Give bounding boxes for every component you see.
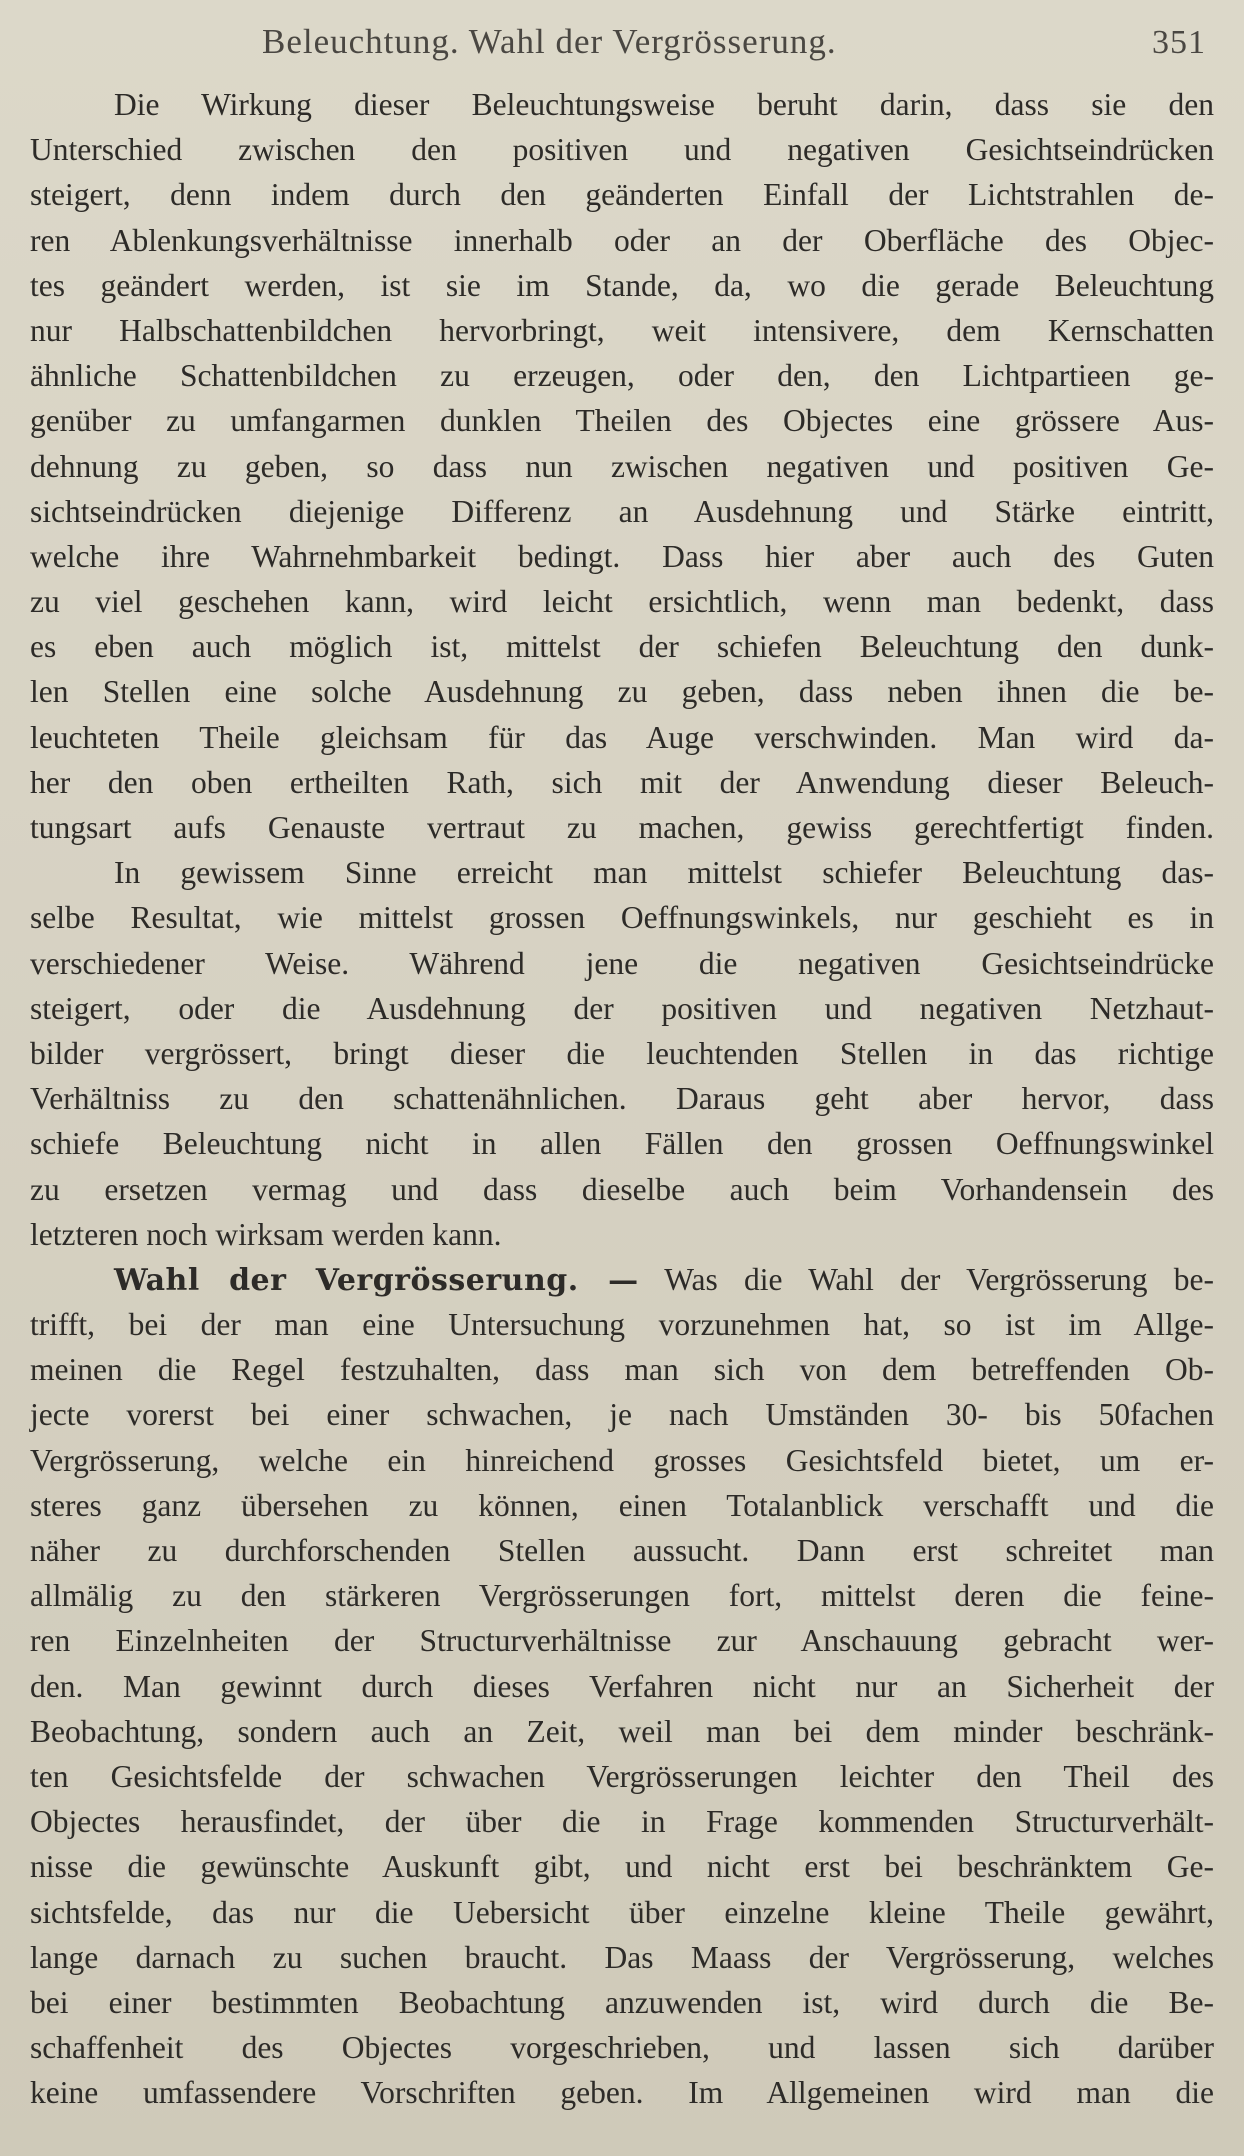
text-line: verschiedener Weise. Während jene die negativen Gesichtseindrücke <box>30 945 1214 981</box>
text-line: genüber zu umfangarmen dunklen Theilen des Objectes eine grössere Aus- <box>30 403 1214 439</box>
text-line: meinen die Regel festzuhalten, dass man sich von dem betreffenden Ob- <box>30 1352 1214 1388</box>
text-line: steres ganz übersehen zu können, einen Totalanblick verschafft und die <box>30 1487 1214 1523</box>
text-line: zu ersetzen vermag und dass dieselbe auch beim Vorhandensein des <box>30 1171 1214 1207</box>
text-line: In gewissem Sinne erreicht man mittelst schiefer Beleuchtung das- <box>114 855 1214 891</box>
paragraph-2 <box>30 850 1214 1257</box>
text-line: es eben auch möglich ist, mittelst der schiefen Beleuchtung den dunk- <box>30 629 1214 665</box>
text-line: nur Halbschattenbildchen hervorbringt, weit intensivere, dem Kernschatten <box>30 312 1214 348</box>
text-line: ähnliche Schattenbildchen zu erzeugen, oder den, den Lichtpartieen ge- <box>30 358 1214 394</box>
text-line: Die Wirkung dieser Beleuchtungsweise beruht darin, dass sie den <box>114 87 1214 122</box>
text-line: schiefe Beleuchtung nicht in allen Fällen den grossen Oeffnungswinkel <box>30 1126 1214 1162</box>
text-line: keine umfassendere Vorschriften geben. Im Allgemeinen wird man die <box>30 2075 1214 2111</box>
text-line: Beobachtung, sondern auch an Zeit, weil man bei dem minder beschränk- <box>30 1713 1214 1749</box>
text-line: Objectes herausfindet, der über die in Frage kommenden Structurverhält- <box>30 1804 1214 1840</box>
section-wahl-der-vergroesserung <box>30 1257 1214 2116</box>
text-line: letzteren noch wirksam werden kann. <box>30 1216 502 1252</box>
text-line: leuchteten Theile gleichsam für das Auge verschwinden. Man wird da- <box>30 719 1214 755</box>
text-line: dehnung zu geben, so dass nun zwischen negativen und positiven Ge- <box>30 448 1214 484</box>
text-line: Vergrösserung, welche ein hinreichend grosses Gesichtsfeld bietet, um er- <box>30 1442 1214 1478</box>
text-line: tungsart aufs Genauste vertraut zu machen, gewiss gerechtfertigt finden. <box>30 810 1214 845</box>
text-line: ten Gesichtsfelde der schwachen Vergrösserungen leichter den Theil des <box>30 1758 1214 1794</box>
text-line: schaffenheit des Objectes vorgeschrieben, und lassen sich darüber <box>30 2030 1214 2066</box>
text-line: den. Man gewinnt durch dieses Verfahren nicht nur an Sicherheit der <box>30 1668 1214 1704</box>
text-line: tes geändert werden, ist sie im Stande, da, wo die gerade Beleuchtung <box>30 267 1214 303</box>
text-line: bei einer bestimmten Beobachtung anzuwenden ist, wird durch die Be- <box>30 1984 1214 2020</box>
text-line: Verhältniss zu den schattenähnlichen. Daraus geht aber hervor, dass <box>30 1081 1214 1117</box>
text-line: bilder vergrössert, bringt dieser die leuchtenden Stellen in das richtige <box>30 1035 1214 1071</box>
text-line: lange darnach zu suchen braucht. Das Maass der Vergrösserung, welches <box>30 1939 1214 1975</box>
text-line: näher zu durchforschenden Stellen aussucht. Dann erst schreitet man <box>30 1533 1214 1568</box>
text-line: len Stellen eine solche Ausdehnung zu geben, dass neben ihnen die be- <box>30 674 1214 710</box>
text-line: zu viel geschehen kann, wird leicht ersichtlich, wenn man bedenkt, dass <box>30 584 1214 620</box>
text-line: welche ihre Wahrnehmbarkeit bedingt. Dass hier aber auch des Guten <box>30 538 1214 574</box>
page-body <box>30 82 1214 2115</box>
text-line: her den oben ertheilten Rath, sich mit der Anwendung dieser Beleuch- <box>30 764 1214 800</box>
page-header <box>30 22 1214 62</box>
text-line: allmälig zu den stärkeren Vergrösserungen fort, mittelst deren die feine- <box>30 1578 1214 1614</box>
text-line: Unterschied zwischen den positiven und negativen Gesichtseindrücken <box>30 132 1214 168</box>
text-line: sichtseindrücken diejenige Differenz an Ausdehnung und Stärke eintritt, <box>30 493 1214 529</box>
text-line: steigert, oder die Ausdehnung der positiven und negativen Netzhaut- <box>30 990 1214 1026</box>
paragraph-1 <box>30 82 1214 850</box>
page-number: 351 <box>1152 24 1206 61</box>
section-first-line-text: Was die Wahl der Vergrösserung be- <box>664 1261 1214 1297</box>
section-heading: Wahl der Vergrösserung. — <box>114 1262 639 1298</box>
text-line: selbe Resultat, wie mittelst grossen Oeffnungswinkels, nur geschieht es in <box>30 900 1214 936</box>
text-line: trifft, bei der man eine Untersuchung vorzunehmen hat, so ist im Allge- <box>30 1307 1214 1343</box>
text-line: sichtsfelde, das nur die Uebersicht über einzelne kleine Theile gewährt, <box>30 1894 1214 1930</box>
text-line: ren Einzelnheiten der Structurverhältnisse zur Anschauung gebracht wer- <box>30 1623 1214 1659</box>
section-first-line <box>30 1257 1214 1302</box>
text-line: steigert, denn indem durch den geänderten Einfall der Lichtstrahlen de- <box>30 177 1214 213</box>
running-title: Beleuchtung. Wahl der Vergrösserung. <box>262 22 837 61</box>
text-line: nisse die gewünschte Auskunft gibt, und nicht erst bei beschränktem Ge- <box>30 1849 1214 1885</box>
text-line: jecte vorerst bei einer schwachen, je nach Umständen 30- bis 50fachen <box>30 1397 1214 1433</box>
text-line: ren Ablenkungsverhältnisse innerhalb oder an der Oberfläche des Objec- <box>30 222 1214 258</box>
